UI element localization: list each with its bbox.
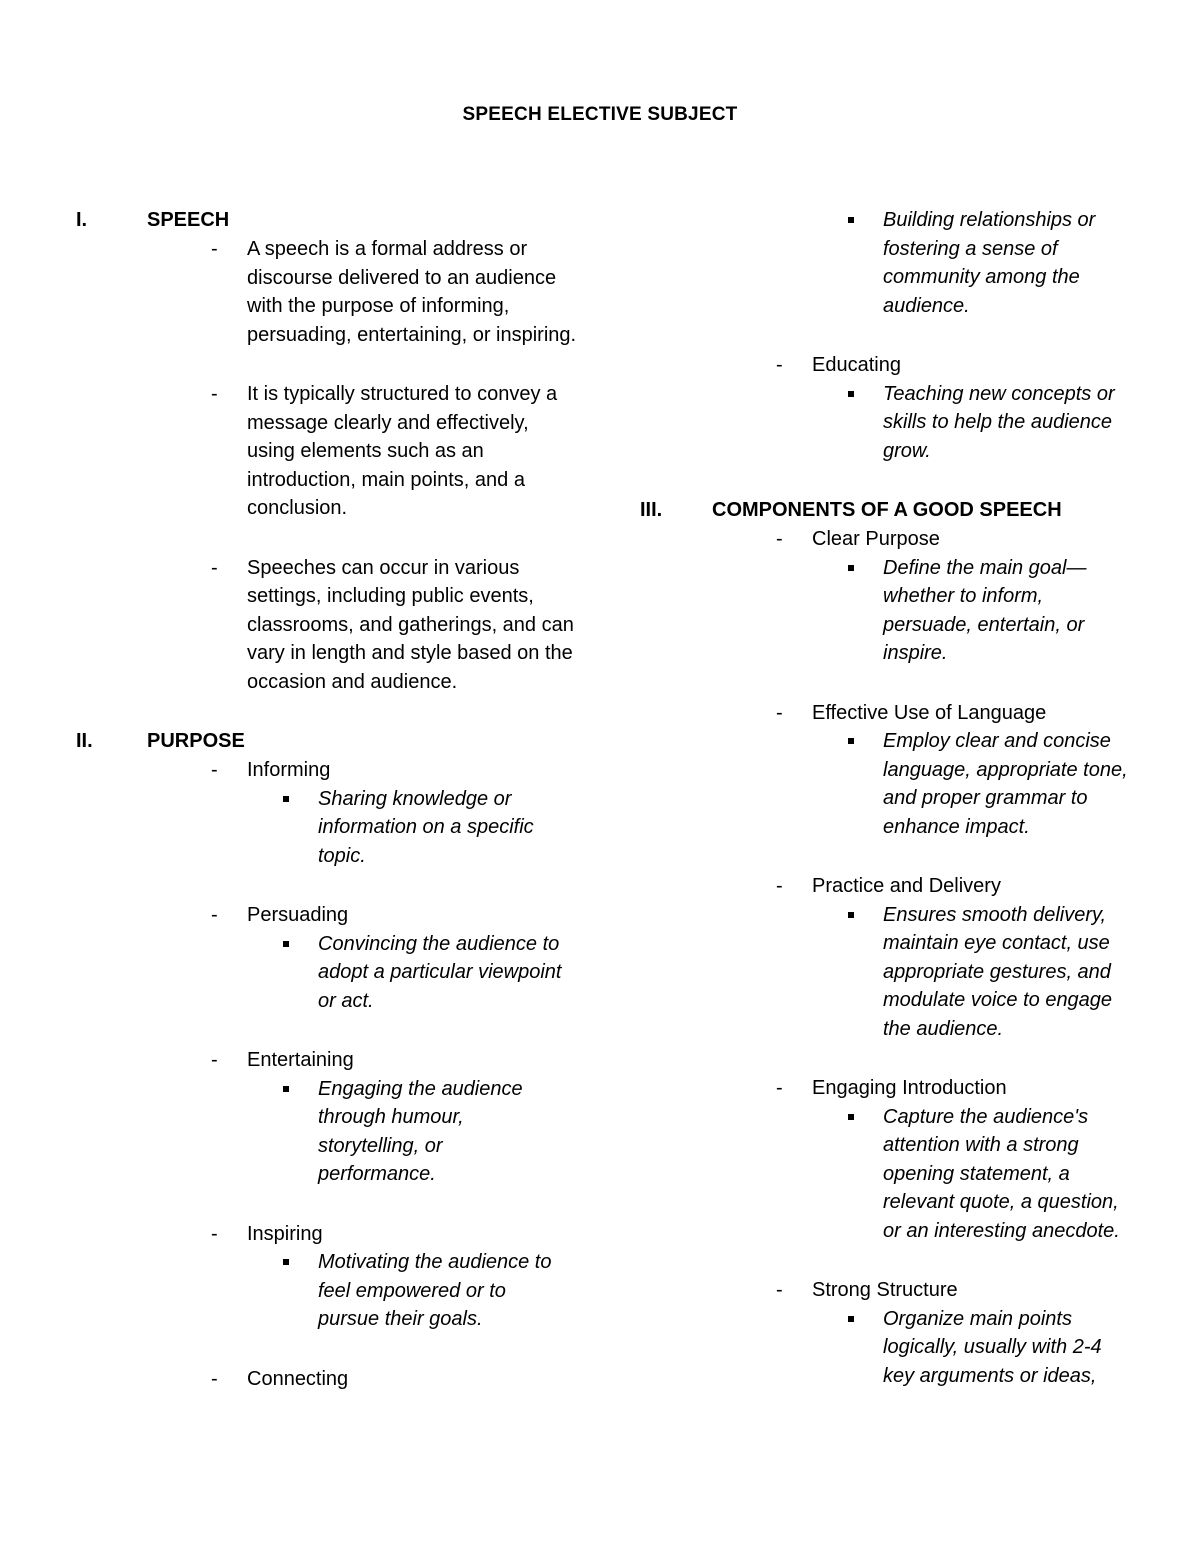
dash-marker: - [211,1222,218,1245]
square-bullet-icon [848,1114,854,1120]
item-label: Practice and Delivery [812,875,1001,897]
list-item [640,525,1180,554]
list-item [640,699,1180,728]
dash-marker: - [211,1367,218,1390]
document-title: SPEECH ELECTIVE SUBJECT [462,104,738,125]
list-item [76,1365,596,1394]
sub-item [76,1248,596,1334]
sub-item-text: Engaging the audience through humour, storytelling, or performance. [318,1077,523,1185]
sub-item [640,1305,1180,1391]
section-number: II. [76,730,93,752]
dash-marker: - [776,354,783,376]
dash-marker: - [776,1279,783,1301]
sub-item-text: Teaching new concepts or skills to help the audience grow. [883,382,1115,462]
sub-item [640,206,1180,320]
sub-item-text: Building relationships or fostering a sense of community among the audience. [883,209,1096,317]
list-item [76,380,596,523]
sub-item-text: Organize main points logically, usually with 2-4 key arguments or ideas, [883,1307,1102,1387]
sub-item [76,930,596,1016]
square-bullet-icon [283,941,289,947]
dash-marker: - [211,759,218,781]
sub-item-text: Sharing knowledge or information on a specific topic. [318,787,534,867]
sub-item [640,901,1180,1044]
sub-item [640,380,1180,466]
list-item [76,554,596,697]
square-bullet-icon [283,796,289,802]
sub-item-text: Employ clear and concise language, appropriate tone, and proper grammar to enhance impact. [883,730,1128,838]
item-label: Engaging Introduction [812,1077,1007,1099]
square-bullet-icon [848,738,854,744]
item-text: It is typically structured to convey a message clearly and effectively, using elements such as an introduction, main points, and a conclusion. [247,383,558,519]
item-label: Inspiring [247,1222,323,1245]
sub-item [640,1103,1180,1246]
item-label: Strong Structure [812,1279,958,1301]
list-item [76,756,596,785]
left-column [76,206,596,1393]
dash-marker: - [211,556,218,579]
square-bullet-icon [848,912,854,918]
sub-item-text: Capture the audience's attention with a strong opening statement, a relevant quote, a question, or an interesting anecdote. [883,1105,1120,1242]
list-item [76,901,596,930]
square-bullet-icon [283,1086,289,1092]
item-text: A speech is a formal address or discourse delivered to an audience with the purpose of informing, persuading, entertaining, or inspiring. [247,238,577,346]
section-number: I. [76,209,88,231]
dash-marker: - [776,528,783,550]
item-label: Entertaining [247,1049,354,1071]
item-label: Clear Purpose [812,528,940,550]
section-heading [76,727,596,756]
dash-marker: - [211,904,218,926]
sub-item [640,727,1180,841]
right-column [640,206,1180,1390]
square-bullet-icon [283,1259,289,1265]
sub-item-text: Define the main goal—whether to inform, persuade, entertain, or inspire. [883,556,1087,664]
square-bullet-icon [848,1316,854,1322]
sub-item-text: Motivating the audience to feel empowered or to pursue their goals. [318,1251,552,1330]
list-item [640,1074,1180,1103]
sub-item [640,554,1180,668]
section-title: PURPOSE [147,730,245,752]
list-item [640,872,1180,901]
item-text: Speeches can occur in various settings, including public events, classrooms, and gatherings, and can vary in length and style based on the occasion and audience. [247,556,574,693]
list-item [76,1046,596,1075]
dash-marker: - [211,238,218,260]
item-label: Connecting [247,1367,349,1390]
list-item [640,1276,1180,1305]
sub-item [76,785,596,871]
dash-marker: - [776,875,783,897]
section-number: III. [640,499,663,521]
square-bullet-icon [848,217,854,223]
sub-item-text: Convincing the audience to adopt a particular viewpoint or act. [318,932,562,1012]
item-label: Persuading [247,904,349,926]
section-heading [76,206,596,235]
dash-marker: - [776,1077,783,1099]
list-item [76,1220,596,1249]
item-label: Educating [812,354,901,376]
dash-marker: - [211,383,218,405]
dash-marker: - [776,701,783,724]
sub-item [76,1075,596,1189]
list-item [76,235,596,349]
section-title: SPEECH [147,209,230,231]
square-bullet-icon [848,391,854,397]
dash-marker: - [211,1049,218,1071]
sub-item-text: Ensures smooth delivery, maintain eye contact, use appropriate gestures, and modulate voice to engage the audience. [883,903,1113,1040]
list-item [640,351,1180,380]
item-label: Informing [247,759,331,781]
section-heading [640,496,1180,525]
item-label: Effective Use of Language [812,701,1047,724]
square-bullet-icon [848,565,854,571]
section-title: COMPONENTS OF A GOOD SPEECH [712,499,1062,521]
